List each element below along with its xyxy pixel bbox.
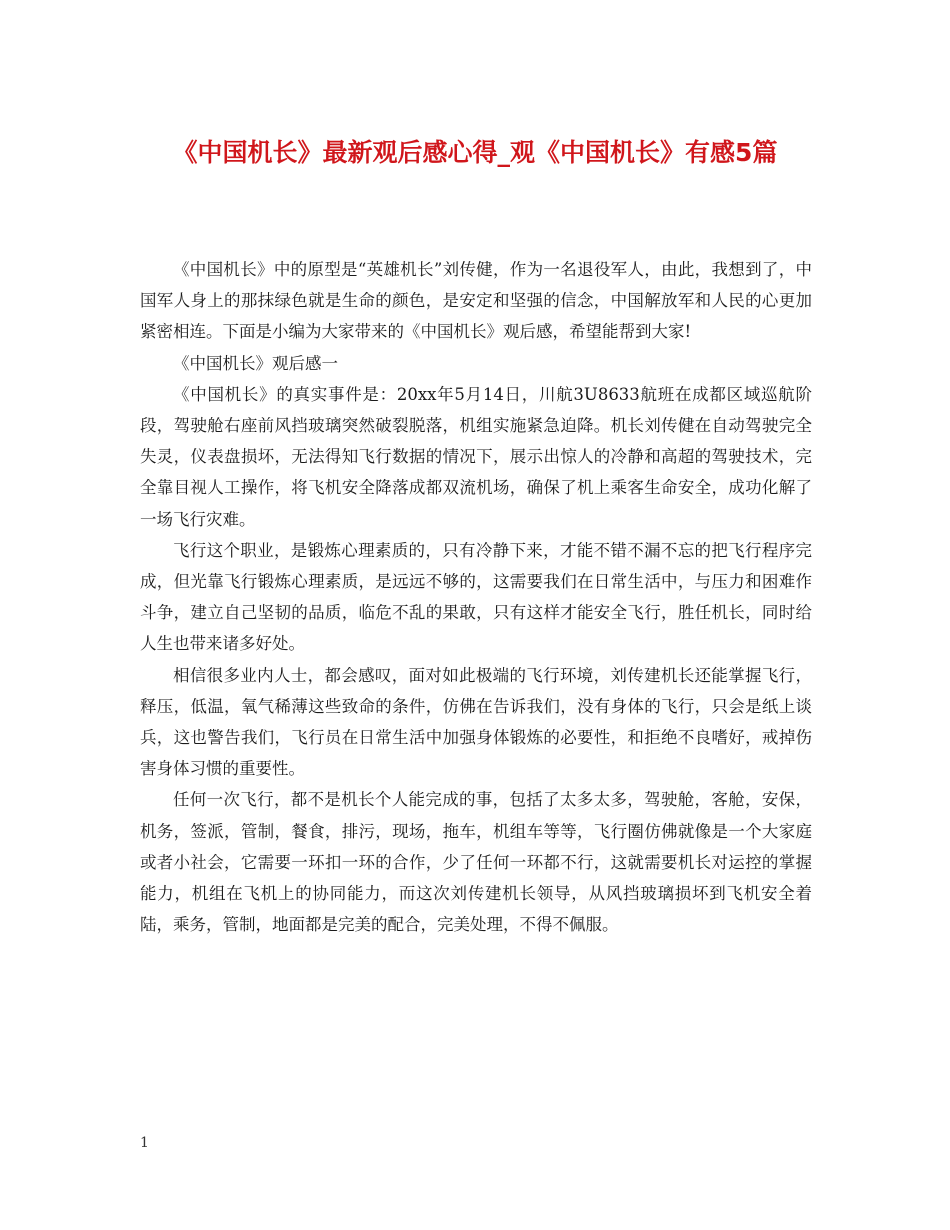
paragraph-physical: 相信很多业内人士，都会感叹，面对如此极端的飞行环境，刘传建机长还能掌握飞行，释压，低温，氧气稀薄这些致命的条件，仿佛在告诉我们，没有身体的飞行，只会是纸上谈兵，这也警告我们，飞行员在日常生活中加强身体锻炼的必要性，和拒绝不良嗜好，戒掉伤害身体习惯的重要性。	[140, 665, 812, 779]
paragraph-teamwork: 任何一次飞行，都不是机长个人能完成的事，包括了太多太多，驾驶舱，客舱，安保，机务，签派，管制，餐食，排污，现场，拖车，机组车等等，飞行圈仿佛就像是一个大家庭或者小社会，它需要一环扣一环的合作，少了任何一环都不行，这就需要机长对运控的掌握能力，机组在飞机上的协同能力，而这次刘传建机长领导，从风挡玻璃损坏到飞机安全着陆，乘务，管制，地面都是完美的配合，完美处理，不得不佩服。	[140, 790, 812, 935]
section-heading: 《中国机长》观后感一	[173, 353, 338, 373]
page-number: 1	[140, 1135, 149, 1151]
paragraph-intro: 《中国机长》中的原型是“英雄机长”刘传健，作为一名退役军人，由此，我想到了，中国军人身上的那抹绿色就是生命的颜色，是安定和坚强的信念，中国解放军和人民的心更加紧密相连。下面是小编为大家带来的《中国机长》观后感，希望能帮到大家!	[140, 260, 812, 342]
document-title: 《中国机长》最新观后感心得_观《中国机长》有感5篇	[172, 138, 778, 167]
document-body	[140, 254, 812, 940]
paragraph-event: 《中国机长》的真实事件是：20xx年5月14日，川航3U8633航班在成都区域巡航阶段，驾驶舱右座前风挡玻璃突然破裂脱落，机组实施紧急迫降。机长刘传健在自动驾驶完全失灵，仪表盘损坏，无法得知飞行数据的情况下，展示出惊人的冷静和高超的驾驶技术，完全靠目视人工操作，将飞机安全降落成都双流机场，确保了机上乘客生命安全，成功化解了一场飞行灾难。	[140, 384, 812, 529]
paragraph-psychology: 飞行这个职业，是锻炼心理素质的，只有冷静下来，才能不错不漏不忘的把飞行程序完成，但光靠飞行锻炼心理素质，是远远不够的，这需要我们在日常生活中，与压力和困难作斗争，建立自己坚韧的品质，临危不乱的果敢，只有这样才能安全飞行，胜任机长，同时给人生也带来诸多好处。	[140, 540, 812, 654]
